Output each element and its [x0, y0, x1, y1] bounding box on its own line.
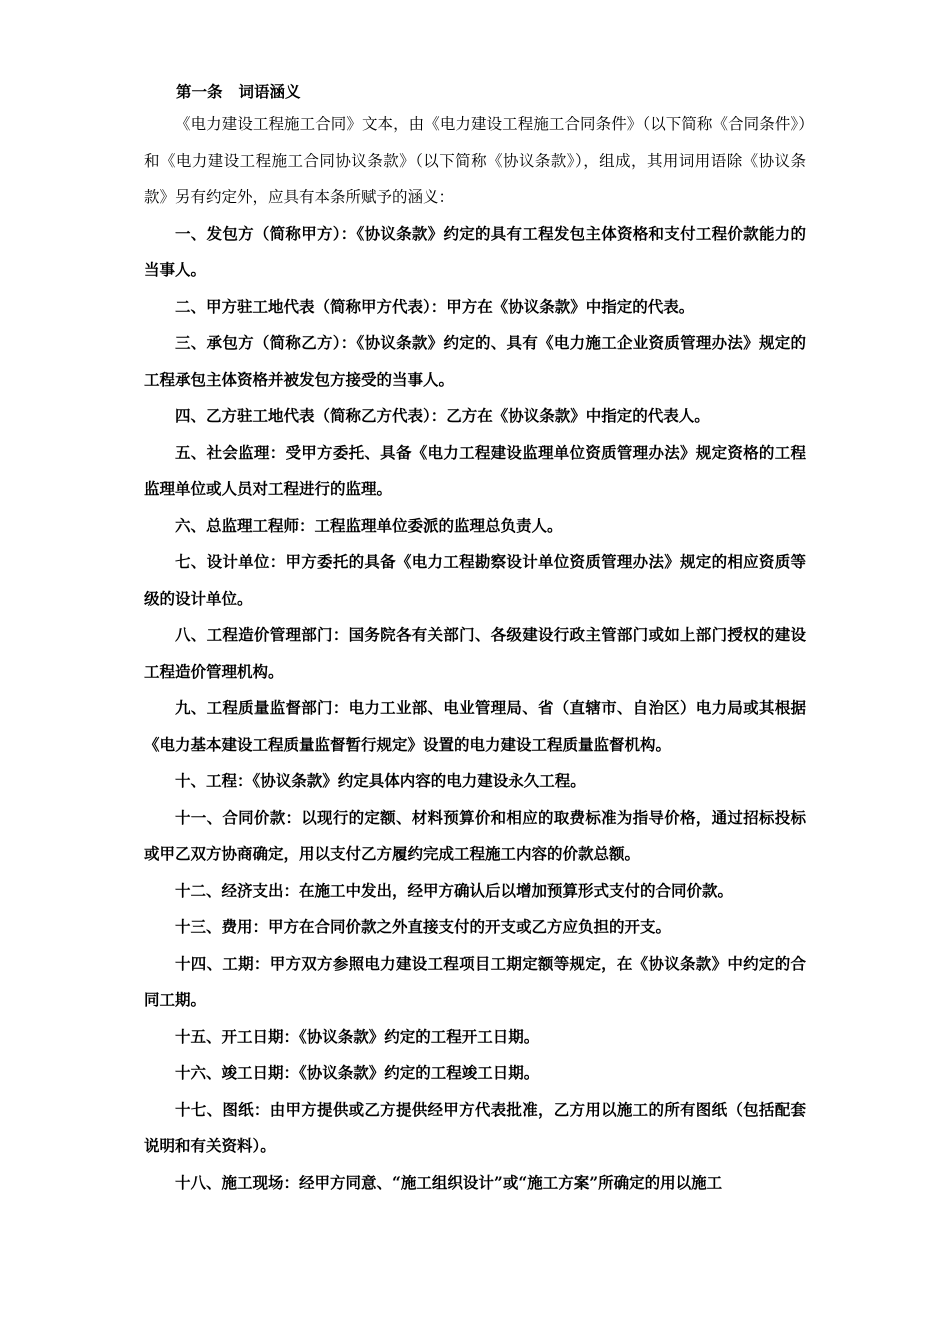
article-title: 词语涵义 — [238, 82, 301, 101]
intro-paragraph: 《电力建设工程施工合同》文本，由《电力建设工程施工合同条件》（以下简称《合同条件》）和《电力建设工程施工合同协议条款》（以下简称《协议条款》），组成，其用词用语除《协议条款》另有约定外，应具有本条所赋予的涵义： — [144, 115, 806, 206]
definition-item: 十七、图纸：由甲方提供或乙方提供经甲方代表批准，乙方用以施工的所有图纸（包括配套说明和有关资料）。 — [144, 1099, 806, 1155]
definition-item: 一、发包方（简称甲方）：《协议条款》约定的具有工程发包主体资格和支付工程价款能力的当事人。 — [144, 223, 806, 279]
article-number: 第一条 — [176, 82, 223, 101]
definition-item: 十三、费用：甲方在合同价款之外直接支付的开支或乙方应负担的开支。 — [175, 917, 672, 936]
definition-item: 九、工程质量监督部门：电力工业部、电业管理局、省（直辖市、自治区）电力局或其根据《电力基本建设工程质量监督暂行规定》设置的电力建设工程质量监督机构。 — [144, 698, 806, 754]
definition-item: 二、甲方驻工地代表（简称甲方代表）：甲方在《协议条款》中指定的代表。 — [175, 296, 695, 316]
definition-item: 十五、开工日期：《协议条款》约定的工程开工日期。 — [175, 1026, 540, 1046]
definition-item: 十八、施工现场：经甲方同意、“施工组织设计”或“施工方案”所确定的用以施工 — [175, 1172, 723, 1192]
definition-item: 十、工程：《协议条款》约定具体内容的电力建设永久工程。 — [175, 771, 586, 790]
definition-item: 十一、合同价款：以现行的定额、材料预算价和相应的取费标准为指导价格，通过招标投标或甲乙双方协商确定，用以支付乙方履约完成工程施工内容的价款总额。 — [144, 807, 806, 863]
definition-item: 六、总监理工程师：工程监理单位委派的监理总负责人。 — [175, 515, 563, 535]
definition-item: 八、工程造价管理部门：国务院各有关部门、各级建设行政主管部门或如上部门授权的建设工程造价管理机构。 — [144, 625, 806, 681]
definition-item: 十六、竣工日期：《协议条款》约定的工程竣工日期。 — [175, 1063, 540, 1082]
definition-item: 十二、经济支出：在施工中发出，经甲方确认后以增加预算形式支付的合同价款。 — [175, 880, 734, 900]
article-heading — [176, 78, 806, 106]
definition-item: 七、设计单位：甲方委托的具备《电力工程勘察设计单位资质管理办法》规定的相应资质等级的设计单位。 — [144, 552, 806, 608]
definition-item: 十四、工期：甲方双方参照电力建设工程项目工期定额等规定，在《协议条款》中约定的合同工期。 — [144, 953, 806, 1009]
document-page — [144, 78, 806, 1201]
definition-item: 四、乙方驻工地代表（简称乙方代表）：乙方在《协议条款》中指定的代表人。 — [175, 406, 710, 425]
definition-item: 五、社会监理：受甲方委托、具备《电力工程建设监理单位资质管理办法》规定资格的工程监理单位或人员对工程进行的监理。 — [144, 442, 806, 498]
definition-item: 三、承包方（简称乙方）：《协议条款》约定的、具有《电力施工企业资质管理办法》规定的工程承包主体资格并被发包方接受的当事人。 — [144, 333, 806, 389]
